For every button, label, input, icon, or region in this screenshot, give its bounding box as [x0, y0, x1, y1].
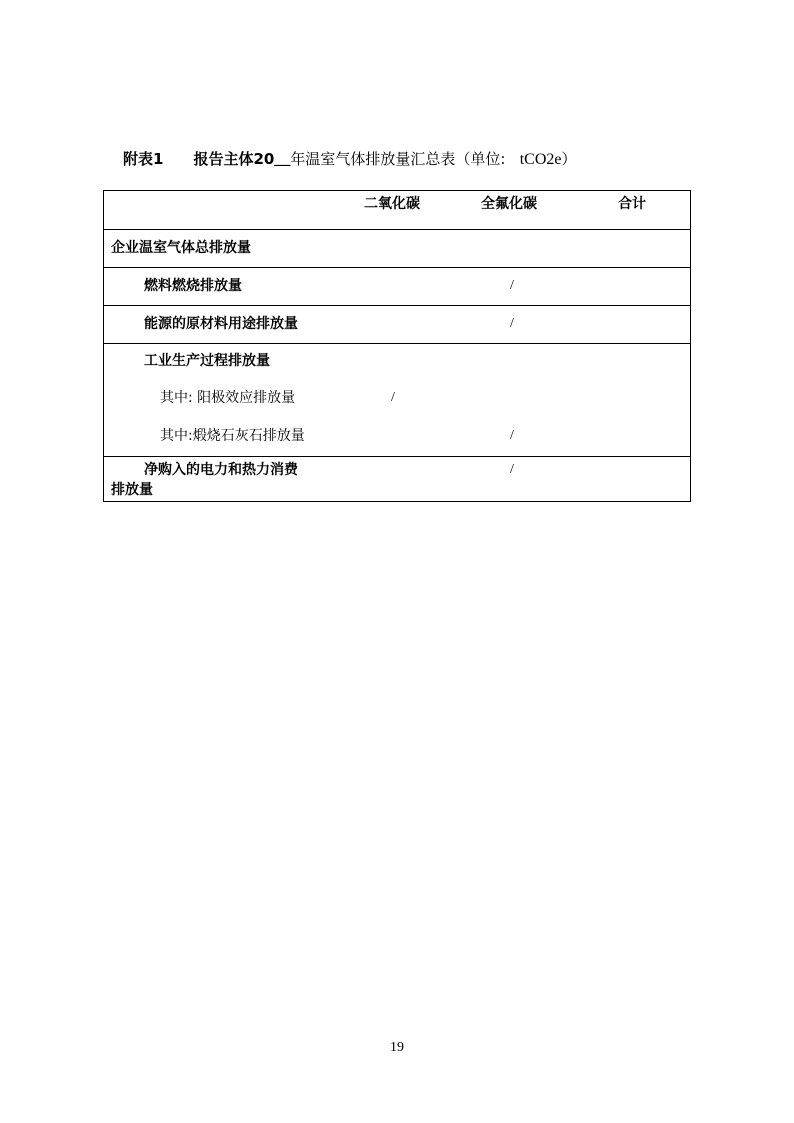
- table-row-net-purchase: [104, 456, 690, 501]
- row-label-total: 企业温室气体总排放量: [111, 240, 251, 256]
- header-pfc: 全氟化碳: [481, 196, 537, 212]
- table-row-industrial: [104, 343, 690, 456]
- fuel-pfc-na: /: [510, 278, 514, 293]
- table-title: [123, 148, 683, 171]
- row-label-energy-raw: 能源的原材料用途排放量: [144, 316, 298, 332]
- title-rest: 年温室气体排放量汇总表: [290, 150, 456, 168]
- title-unit-open: （单位:: [455, 150, 506, 168]
- row-label-fuel: 燃料燃烧排放量: [144, 278, 242, 294]
- row-label-net-purchase-line2: 排放量: [111, 482, 153, 498]
- table-row-fuel: [104, 267, 690, 305]
- table-row-total: [104, 229, 690, 267]
- limestone-pfc-na: /: [510, 428, 514, 443]
- header-co2: 二氧化碳: [364, 196, 420, 212]
- header-total: 合计: [618, 196, 646, 212]
- title-main: 报告主体20: [193, 150, 275, 168]
- title-unit: tCO2e: [519, 151, 562, 168]
- net-purchase-pfc-na: /: [510, 462, 514, 477]
- row-label-anode: 其中: 阳极效应排放量: [160, 390, 296, 406]
- table-row-energy-raw: [104, 305, 690, 343]
- anode-co2-na: /: [391, 390, 395, 405]
- title-unit-close: ）: [561, 150, 577, 168]
- row-label-industrial: 工业生产过程排放量: [144, 353, 270, 369]
- table-header-row: [104, 191, 690, 229]
- title-prefix: 附表1: [123, 150, 164, 168]
- row-label-limestone: 其中:煅烧石灰石排放量: [160, 428, 305, 444]
- row-label-net-purchase-line1: 净购入的电力和热力消费: [144, 462, 298, 478]
- title-year-blank: __: [274, 151, 291, 168]
- energy-raw-pfc-na: /: [510, 316, 514, 331]
- emissions-summary-table: [103, 190, 691, 502]
- page-number: 19: [390, 1040, 404, 1055]
